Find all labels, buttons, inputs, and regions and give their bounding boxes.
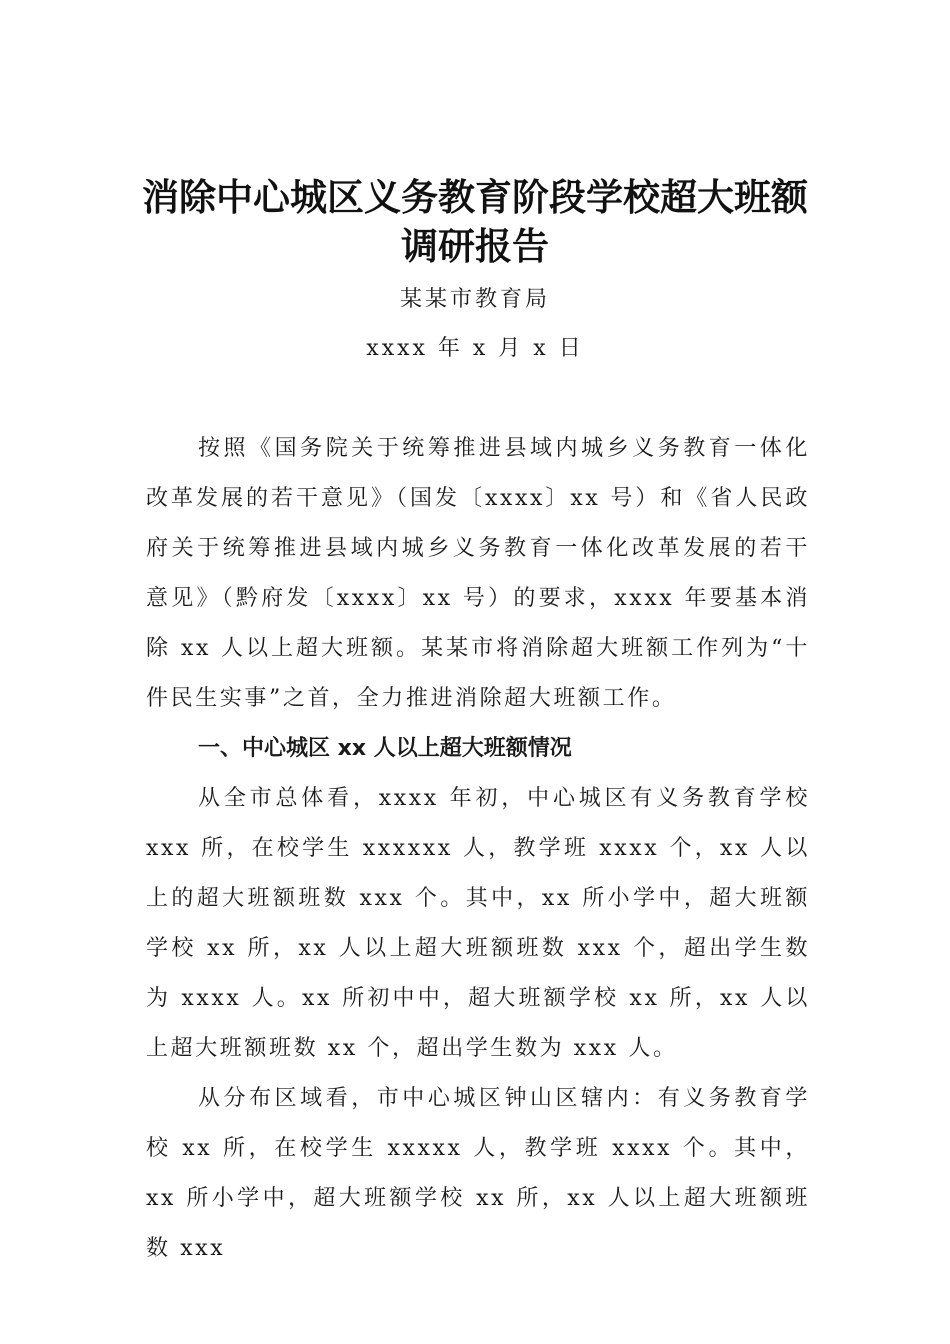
section-heading: 一、中心城区 xx 人以上超大班额情况	[198, 736, 572, 761]
intro-paragraph: 按照《国务院关于统筹推进县域内城乡义务教育一体化改革发展的若干意见》（国发〔xxxx〕xx 号）和《省人民政府关于统筹推进县域内城乡义务教育一体化改革发展的若干意见》（黔府发〔xxxx〕xx 号）的要求，xxxx 年要基本消除 xx 人以上超大班额。某某市将消除超大班额工作列为“十件民生实事”之首，全力推进消除超大班额工作。	[146, 436, 810, 711]
document-title-line1: 消除中心城区义务教育阶段学校超大班额	[142, 176, 808, 219]
section-paragraph: 从全市总体看，xxxx 年初，中心城区有义务教育学校 xxx 所，在校学生 xxxxxx 人，教学班 xxxx 个，xx 人以上的超大班额班数 xxx 个。其中，xx 所小学中，超大班额学校 xx 所，xx 人以上超大班额班数 xxx 个，超出学生数为 xxxx 人。xx 所初中中，超大班额学校 xx 所，xx 人以上超大班额班数 xx 个，超出学生数为 xxx 人。	[146, 786, 810, 1061]
document-title-line2: 调研报告	[401, 225, 549, 268]
section-paragraph: 从分布区域看，市中心城区钟山区辖内：有义务教育学校 xx 所，在校学生 xxxxx 人，教学班 xxxx 个。其中，xx 所小学中，超大班额学校 xx 所，xx 人以上超大班额班数 xxx	[146, 1086, 810, 1261]
document-body	[146, 424, 810, 1274]
document-date: xxxx 年 x 月 x 日	[366, 336, 584, 361]
document-author: 某某市教育局	[399, 287, 550, 312]
